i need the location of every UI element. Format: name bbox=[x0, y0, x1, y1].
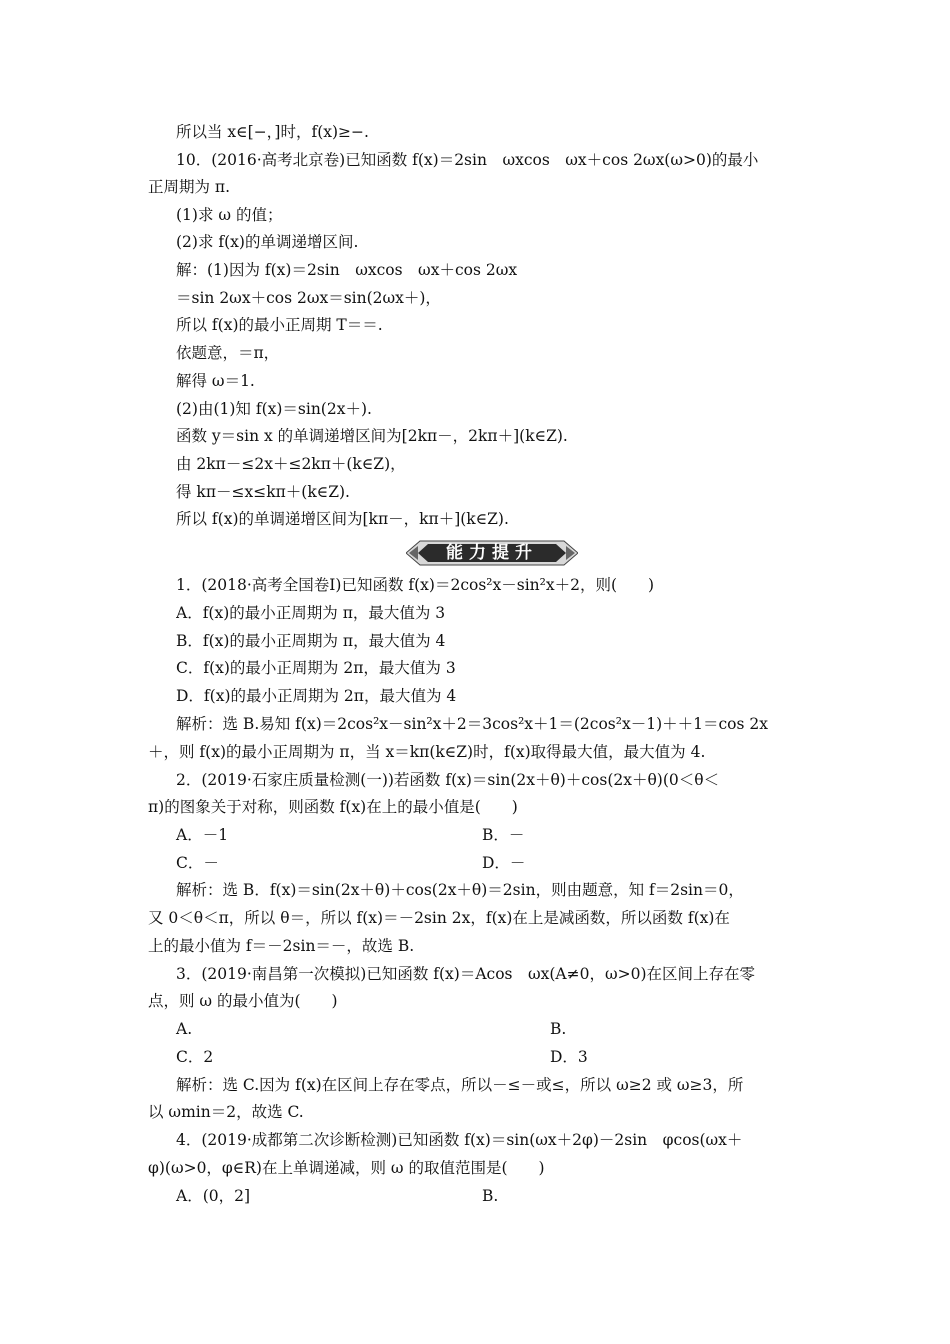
question-2-stem: 2．(2019·石家庄质量检测(一))若函数 f(x)＝sin(2x＋θ)＋cos(2x＋θ)(0＜θ＜ bbox=[176, 771, 720, 789]
option-b: B. bbox=[482, 1187, 499, 1205]
solution-line: 得 kπ－≤x≤kπ＋(k∈Z). bbox=[176, 483, 350, 501]
option-a: A．f(x)的最小正周期为 π，最大值为 3 bbox=[176, 604, 446, 622]
solution-line: 由 2kπ－≤2x＋≤2kπ＋(k∈Z)， bbox=[176, 455, 406, 473]
section-banner bbox=[406, 539, 578, 567]
text-line: 点，则 ω 的最小值为( ) bbox=[148, 992, 338, 1010]
solution-line: (2)由(1)知 f(x)＝sin(2x＋). bbox=[176, 400, 372, 418]
option-b: B．－ bbox=[482, 826, 525, 844]
solution-line: 解：(1)因为 f(x)＝2sin ωxcos ωx＋cos 2ωx bbox=[176, 261, 518, 279]
solution-line: 解得 ω＝1. bbox=[176, 372, 255, 390]
analysis-line: 又 0＜θ＜π，所以 θ＝，所以 f(x)＝－2sin 2x，f(x)在上是减函数，所以函数 f(x)在 bbox=[148, 909, 730, 927]
option-b: B. bbox=[550, 1020, 567, 1038]
text-line: π)的图象关于对称，则函数 f(x)在上的最小值是( ) bbox=[148, 798, 518, 816]
section-title: 能力提升 bbox=[446, 543, 538, 563]
option-a: A. bbox=[176, 1020, 193, 1038]
solution-line: 所以 f(x)的最小正周期 T＝＝. bbox=[176, 316, 383, 334]
option-d: D．－ bbox=[482, 854, 526, 872]
text-line: φ)(ω>0，φ∈R)在上单调递减，则 ω 的取值范围是( ) bbox=[148, 1159, 545, 1177]
question-3-stem: 3．(2019·南昌第一次模拟)已知函数 f(x)＝Acos ωx(A≠0，ω>0)在区间上存在零 bbox=[176, 965, 755, 983]
option-c: C．2 bbox=[176, 1048, 214, 1066]
analysis-line: 以 ωmin＝2，故选 C. bbox=[148, 1103, 304, 1121]
text-line: 正周期为 π. bbox=[148, 178, 231, 196]
option-c: C．－ bbox=[176, 854, 219, 872]
solution-line: 函数 y＝sin x 的单调递增区间为[2kπ－，2kπ＋](k∈Z). bbox=[176, 427, 568, 445]
text-line: 所以当 x∈[−，]时，f(x)≥−. bbox=[176, 123, 369, 141]
solution-line: ＝sin 2ωx＋cos 2ωx＝sin(2ωx＋)， bbox=[176, 289, 441, 307]
analysis-line: 上的最小值为 f＝－2sin＝－，故选 B. bbox=[148, 937, 415, 955]
solution-line: 所以 f(x)的单调递增区间为[kπ－，kπ＋](k∈Z). bbox=[176, 510, 509, 528]
analysis-line: 解析：选 B.易知 f(x)＝2cos²x－sin²x＋2＝3cos²x＋1＝(2cos²x－1)＋＋1＝cos 2x bbox=[176, 715, 768, 733]
analysis-line: ＋，则 f(x)的最小正周期为 π，当 x＝kπ(k∈Z)时，f(x)取得最大值，最大值为 4. bbox=[148, 743, 706, 761]
analysis-line: 解析：选 B．f(x)＝sin(2x＋θ)＋cos(2x＋θ)＝2sin，则由题意，知 f＝2sin＝0， bbox=[176, 881, 744, 899]
option-a: A．－1 bbox=[176, 826, 229, 844]
text-line: (2)求 f(x)的单调递增区间. bbox=[176, 233, 359, 251]
text-line: (1)求 ω 的值； bbox=[176, 206, 283, 224]
option-b: B．f(x)的最小正周期为 π，最大值为 4 bbox=[176, 632, 446, 650]
analysis-line: 解析：选 C.因为 f(x)在区间上存在零点，所以－≤－或≤，所以 ω≥2 或 ω≥3，所 bbox=[176, 1076, 744, 1094]
option-a: A．(0，2] bbox=[176, 1187, 251, 1205]
option-d: D．3 bbox=[550, 1048, 588, 1066]
option-c: C．f(x)的最小正周期为 2π，最大值为 3 bbox=[176, 659, 456, 677]
solution-line: 依题意，＝π， bbox=[176, 344, 280, 362]
question-10-stem: 10．(2016·高考北京卷)已知函数 f(x)＝2sin ωxcos ωx＋cos 2ωx(ω>0)的最小 bbox=[176, 151, 759, 169]
question-4-stem: 4．(2019·成都第二次诊断检测)已知函数 f(x)＝sin(ωx＋2φ)－2sin φcos(ωx＋ bbox=[176, 1131, 743, 1149]
option-d: D．f(x)的最小正周期为 2π，最大值为 4 bbox=[176, 687, 457, 705]
question-1-stem: 1．(2018·高考全国卷Ⅰ)已知函数 f(x)＝2cos²x－sin²x＋2，则( ) bbox=[176, 576, 655, 594]
